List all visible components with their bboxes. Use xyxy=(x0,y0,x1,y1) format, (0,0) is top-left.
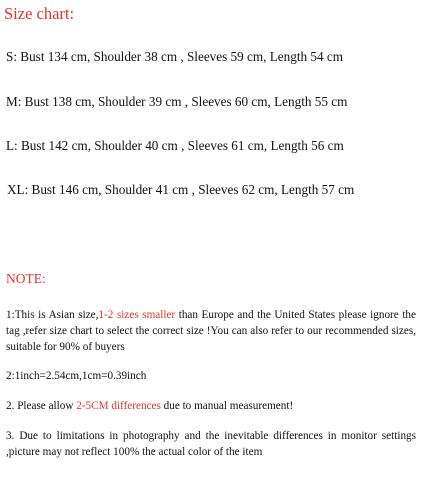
note-title: NOTE: xyxy=(6,271,46,286)
note-asian-size xyxy=(6,307,416,355)
note-measurement-difference xyxy=(6,398,416,414)
note-unit-conversion: 2:1inch=2.54cm,1cm=0.39inch xyxy=(6,370,147,382)
note-asian-size-lead: 1:This is Asian size, xyxy=(6,309,99,321)
note-asian-size-rest: than Europe and the United States please ignore the tag ,refer size chart to select the correct size !You can also refer to our recommended sizes, suitable for 90% of buyers xyxy=(6,309,416,353)
size-row-l: L: Bust 142 cm, Shoulder 40 cm , Sleeves 61 cm, Length 56 cm xyxy=(6,138,344,153)
size-row-m: M: Bust 138 cm, Shoulder 39 cm , Sleeves 60 cm, Length 55 cm xyxy=(6,94,348,109)
note-measurement-lead: 2. Please allow xyxy=(6,400,77,412)
size-row-xl: XL: Bust 146 cm, Shoulder 41 cm , Sleeves 62 cm, Length 57 cm xyxy=(7,182,355,197)
size-chart-title: Size chart: xyxy=(4,4,75,23)
note-difference-highlight: 2-5CM differences xyxy=(76,400,161,412)
note-photography-disclaimer: 3. Due to limitations in photography and the inevitable differences in monitor settings ,picture may not reflect 100% the actual color of the item xyxy=(6,430,416,458)
note-measurement-rest: due to manual measurement! xyxy=(160,400,294,412)
note-size-highlight: 1-2 sizes smaller xyxy=(98,309,176,321)
size-row-s: S: Bust 134 cm, Shoulder 38 cm , Sleeves 59 cm, Length 54 cm xyxy=(6,49,343,64)
